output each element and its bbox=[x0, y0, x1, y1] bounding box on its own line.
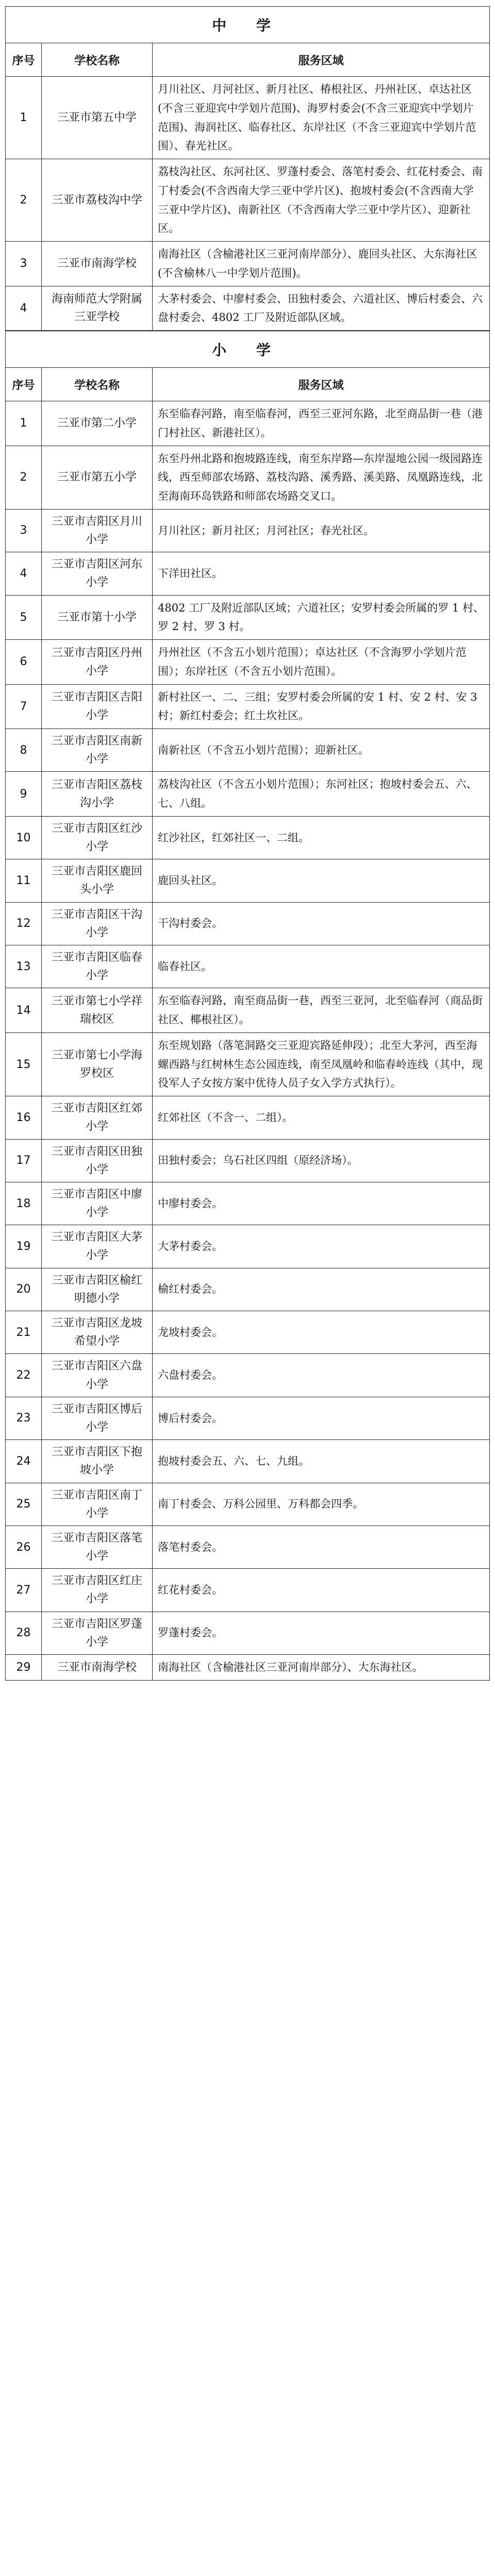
school-name: 三亚市吉阳区红庄小学 bbox=[42, 1569, 153, 1612]
school-name: 海南师范大学附属三亚学校 bbox=[42, 286, 153, 331]
service-area: 六盘村委会。 bbox=[153, 1354, 490, 1397]
table-row bbox=[6, 1569, 490, 1612]
table-row bbox=[6, 1225, 490, 1268]
middle-school-table bbox=[5, 6, 490, 331]
primary-section-title: 小 学 bbox=[6, 331, 490, 368]
row-number: 25 bbox=[6, 1483, 42, 1526]
table-row bbox=[6, 859, 490, 902]
service-area: 月川社区、月河社区、新月社区、椿根社区、丹州社区、卓达社区(不含三亚迎宾中学划片范围)、海罗村委会(不含三亚迎宾中学划片范围)、海润社区、临春社区、东岸社区（不含三亚迎宾中学划片范围）、春光社区。 bbox=[153, 77, 490, 159]
service-area: 南新社区（不含五小划片范围）；迎新社区。 bbox=[153, 729, 490, 772]
service-area: 4802 工厂及附近部队区域；六道社区；安罗村委会所属的罗 1 村、罗 2 村、罗 3 村。 bbox=[153, 595, 490, 640]
school-name: 三亚市吉阳区红沙小学 bbox=[42, 816, 153, 859]
row-number: 4 bbox=[6, 552, 42, 595]
row-number: 18 bbox=[6, 1182, 42, 1225]
service-area: 月川社区；新月社区；月河社区；春光社区。 bbox=[153, 509, 490, 552]
table-row bbox=[6, 1440, 490, 1483]
school-name: 三亚市第五小学 bbox=[42, 446, 153, 509]
service-area: 荔枝沟社区（不含五小划片范围）；东河社区；抱坡村委会五、六、七、八组。 bbox=[153, 772, 490, 817]
row-number: 10 bbox=[6, 816, 42, 859]
row-number: 20 bbox=[6, 1268, 42, 1311]
school-name: 三亚市荔枝沟中学 bbox=[42, 159, 153, 242]
service-area: 鹿回头社区。 bbox=[153, 859, 490, 902]
table-row bbox=[6, 159, 490, 242]
row-number: 17 bbox=[6, 1139, 42, 1182]
row-number: 11 bbox=[6, 859, 42, 902]
table-row bbox=[6, 509, 490, 552]
service-area: 榆红村委会。 bbox=[153, 1268, 490, 1311]
school-name: 三亚市吉阳区荔枝沟小学 bbox=[42, 772, 153, 817]
row-number: 3 bbox=[6, 509, 42, 552]
table-row bbox=[6, 595, 490, 640]
middle-header-row bbox=[6, 43, 490, 77]
service-area: 博后村委会。 bbox=[153, 1397, 490, 1439]
row-number: 14 bbox=[6, 988, 42, 1033]
row-number: 12 bbox=[6, 902, 42, 945]
school-name: 三亚市吉阳区红郊小学 bbox=[42, 1096, 153, 1139]
school-name: 三亚市吉阳区干沟小学 bbox=[42, 902, 153, 945]
table-row bbox=[6, 1397, 490, 1439]
row-number: 1 bbox=[6, 401, 42, 446]
school-name: 三亚市南海学校 bbox=[42, 1655, 153, 1681]
table-row bbox=[6, 77, 490, 159]
table-row bbox=[6, 552, 490, 595]
row-number: 19 bbox=[6, 1225, 42, 1268]
row-number: 24 bbox=[6, 1440, 42, 1483]
header-area: 服务区域 bbox=[153, 368, 490, 401]
service-area: 大茅村委会、中廖村委会、田独村委会、六道社区、博后村委会、六盘村委会、4802 工厂及附近部队区域。 bbox=[153, 286, 490, 331]
school-name: 三亚市吉阳区六盘小学 bbox=[42, 1354, 153, 1397]
school-name: 三亚市第十小学 bbox=[42, 595, 153, 640]
service-area: 荔枝沟社区、东河社区、罗蓬村委会、落笔村委会、红花村委会、南丁村委会(不含西南大学三亚中学片区)、抱坡村委会(不含西南大学三亚中学片区)、南新社区（不含西南大学三亚中学片区）、迎新社区。 bbox=[153, 159, 490, 242]
row-number: 5 bbox=[6, 595, 42, 640]
table-row bbox=[6, 816, 490, 859]
table-row bbox=[6, 446, 490, 509]
service-area: 落笔村委会。 bbox=[153, 1526, 490, 1568]
document bbox=[5, 0, 490, 1681]
table-row bbox=[6, 242, 490, 286]
table-row bbox=[6, 684, 490, 729]
school-name: 三亚市吉阳区龙坡希望小学 bbox=[42, 1311, 153, 1354]
row-number: 21 bbox=[6, 1311, 42, 1354]
row-number: 6 bbox=[6, 640, 42, 685]
row-number: 2 bbox=[6, 159, 42, 242]
school-name: 三亚市第二小学 bbox=[42, 401, 153, 446]
table-row bbox=[6, 945, 490, 988]
school-name: 三亚市吉阳区月川小学 bbox=[42, 509, 153, 552]
row-number: 29 bbox=[6, 1655, 42, 1681]
table-row bbox=[6, 1032, 490, 1096]
school-name: 三亚市吉阳区罗蓬小学 bbox=[42, 1612, 153, 1654]
service-area: 红沙社区，红郊社区一、二组。 bbox=[153, 816, 490, 859]
service-area: 东至规划路（落笔洞路交三亚迎宾路延伸段）；北至大茅河，西至海螺西路与红树林生态公园连线，南至凤凰岭和临春岭连线（其中，现役军人子女按方案中优待人员子女入学方式执行）。 bbox=[153, 1032, 490, 1096]
table-row bbox=[6, 1139, 490, 1182]
row-number: 16 bbox=[6, 1096, 42, 1139]
school-name: 三亚市吉阳区南丁小学 bbox=[42, 1483, 153, 1526]
school-name: 三亚市第五中学 bbox=[42, 77, 153, 159]
primary-section-title-row bbox=[6, 331, 490, 368]
row-number: 9 bbox=[6, 772, 42, 817]
middle-section-title: 中 学 bbox=[6, 7, 490, 43]
table-row bbox=[6, 1354, 490, 1397]
school-name: 三亚市吉阳区河东小学 bbox=[42, 552, 153, 595]
table-row bbox=[6, 729, 490, 772]
school-name: 三亚市吉阳区大茅小学 bbox=[42, 1225, 153, 1268]
table-row bbox=[6, 772, 490, 817]
header-no: 序号 bbox=[6, 43, 42, 77]
service-area: 丹州社区（不含五小划片范围）；卓达社区（不含海罗小学划片范围）；东岸社区（不含五小划片范围）。 bbox=[153, 640, 490, 685]
row-number: 4 bbox=[6, 286, 42, 331]
school-name: 三亚市吉阳区田独小学 bbox=[42, 1139, 153, 1182]
table-row bbox=[6, 401, 490, 446]
table-row bbox=[6, 1655, 490, 1681]
school-name: 三亚市南海学校 bbox=[42, 242, 153, 286]
header-school: 学校名称 bbox=[42, 368, 153, 401]
table-row bbox=[6, 1268, 490, 1311]
table-row bbox=[6, 1311, 490, 1354]
row-number: 22 bbox=[6, 1354, 42, 1397]
school-name: 三亚市吉阳区鹿回头小学 bbox=[42, 859, 153, 902]
service-area: 东至临春河路，南至商品街一巷，西至三亚河，北至临春河（商品街社区、椰根社区）。 bbox=[153, 988, 490, 1033]
row-number: 13 bbox=[6, 945, 42, 988]
service-area: 龙坡村委会。 bbox=[153, 1311, 490, 1354]
service-area: 南海社区（含榆港社区三亚河南岸部分）、大东海社区。 bbox=[153, 1655, 490, 1681]
school-name: 三亚市吉阳区博后小学 bbox=[42, 1397, 153, 1439]
table-row bbox=[6, 988, 490, 1033]
row-number: 26 bbox=[6, 1526, 42, 1568]
school-name: 三亚市吉阳区吉阳小学 bbox=[42, 684, 153, 729]
school-name: 三亚市第七小学海罗校区 bbox=[42, 1032, 153, 1096]
row-number: 1 bbox=[6, 77, 42, 159]
table-row bbox=[6, 1526, 490, 1568]
row-number: 7 bbox=[6, 684, 42, 729]
table-row bbox=[6, 902, 490, 945]
school-name: 三亚市吉阳区落笔小学 bbox=[42, 1526, 153, 1568]
table-row bbox=[6, 1612, 490, 1654]
service-area: 田独村委会；乌石社区四组（原经济场）。 bbox=[153, 1139, 490, 1182]
primary-school-table bbox=[5, 331, 490, 1681]
row-number: 3 bbox=[6, 242, 42, 286]
service-area: 干沟村委会。 bbox=[153, 902, 490, 945]
header-area: 服务区域 bbox=[153, 43, 490, 77]
service-area: 东至丹州北路和抱坡路连线，南至东岸路—东岸湿地公园一级园路连线，西至师部农场路、荔枝沟路、溪秀路、溪美路、凤凰路连线，北至海南环岛铁路和师部农场路交叉口。 bbox=[153, 446, 490, 509]
row-number: 27 bbox=[6, 1569, 42, 1612]
row-number: 8 bbox=[6, 729, 42, 772]
header-no: 序号 bbox=[6, 368, 42, 401]
primary-header-row bbox=[6, 368, 490, 401]
school-name: 三亚市第七小学祥瑞校区 bbox=[42, 988, 153, 1033]
school-name: 三亚市吉阳区南新小学 bbox=[42, 729, 153, 772]
service-area: 临春社区。 bbox=[153, 945, 490, 988]
service-area: 中廖村委会。 bbox=[153, 1182, 490, 1225]
service-area: 下洋田社区。 bbox=[153, 552, 490, 595]
service-area: 南丁村委会、万科公园里、万科都会四季。 bbox=[153, 1483, 490, 1526]
school-name: 三亚市吉阳区临春小学 bbox=[42, 945, 153, 988]
service-area: 抱坡村委会五、六、七、九组。 bbox=[153, 1440, 490, 1483]
row-number: 2 bbox=[6, 446, 42, 509]
school-name: 三亚市吉阳区榆红明德小学 bbox=[42, 1268, 153, 1311]
table-row bbox=[6, 1182, 490, 1225]
table-row bbox=[6, 1096, 490, 1139]
row-number: 15 bbox=[6, 1032, 42, 1096]
service-area: 大茅村委会。 bbox=[153, 1225, 490, 1268]
school-name: 三亚市吉阳区下抱坡小学 bbox=[42, 1440, 153, 1483]
service-area: 南海社区（含榆港社区三亚河南岸部分）、鹿回头社区、大东海社区(不含榆林八一中学划片范围)。 bbox=[153, 242, 490, 286]
service-area: 罗蓬村委会。 bbox=[153, 1612, 490, 1654]
service-area: 红花村委会。 bbox=[153, 1569, 490, 1612]
school-name: 三亚市吉阳区丹州小学 bbox=[42, 640, 153, 685]
middle-section-title-row bbox=[6, 7, 490, 43]
table-row bbox=[6, 640, 490, 685]
table-row bbox=[6, 1483, 490, 1526]
school-name: 三亚市吉阳区中廖小学 bbox=[42, 1182, 153, 1225]
service-area: 东至临春河路，南至临春河，西至三亚河东路，北至商品街一巷（港门村社区、新港社区）。 bbox=[153, 401, 490, 446]
table-row bbox=[6, 286, 490, 331]
row-number: 23 bbox=[6, 1397, 42, 1439]
service-area: 新村社区一、二、三组；安罗村委会所属的安 1 村、安 2 村、安 3 村；新红村委会；红土坎社区。 bbox=[153, 684, 490, 729]
row-number: 28 bbox=[6, 1612, 42, 1654]
header-school: 学校名称 bbox=[42, 43, 153, 77]
service-area: 红郊社区（不含一、二组）。 bbox=[153, 1096, 490, 1139]
